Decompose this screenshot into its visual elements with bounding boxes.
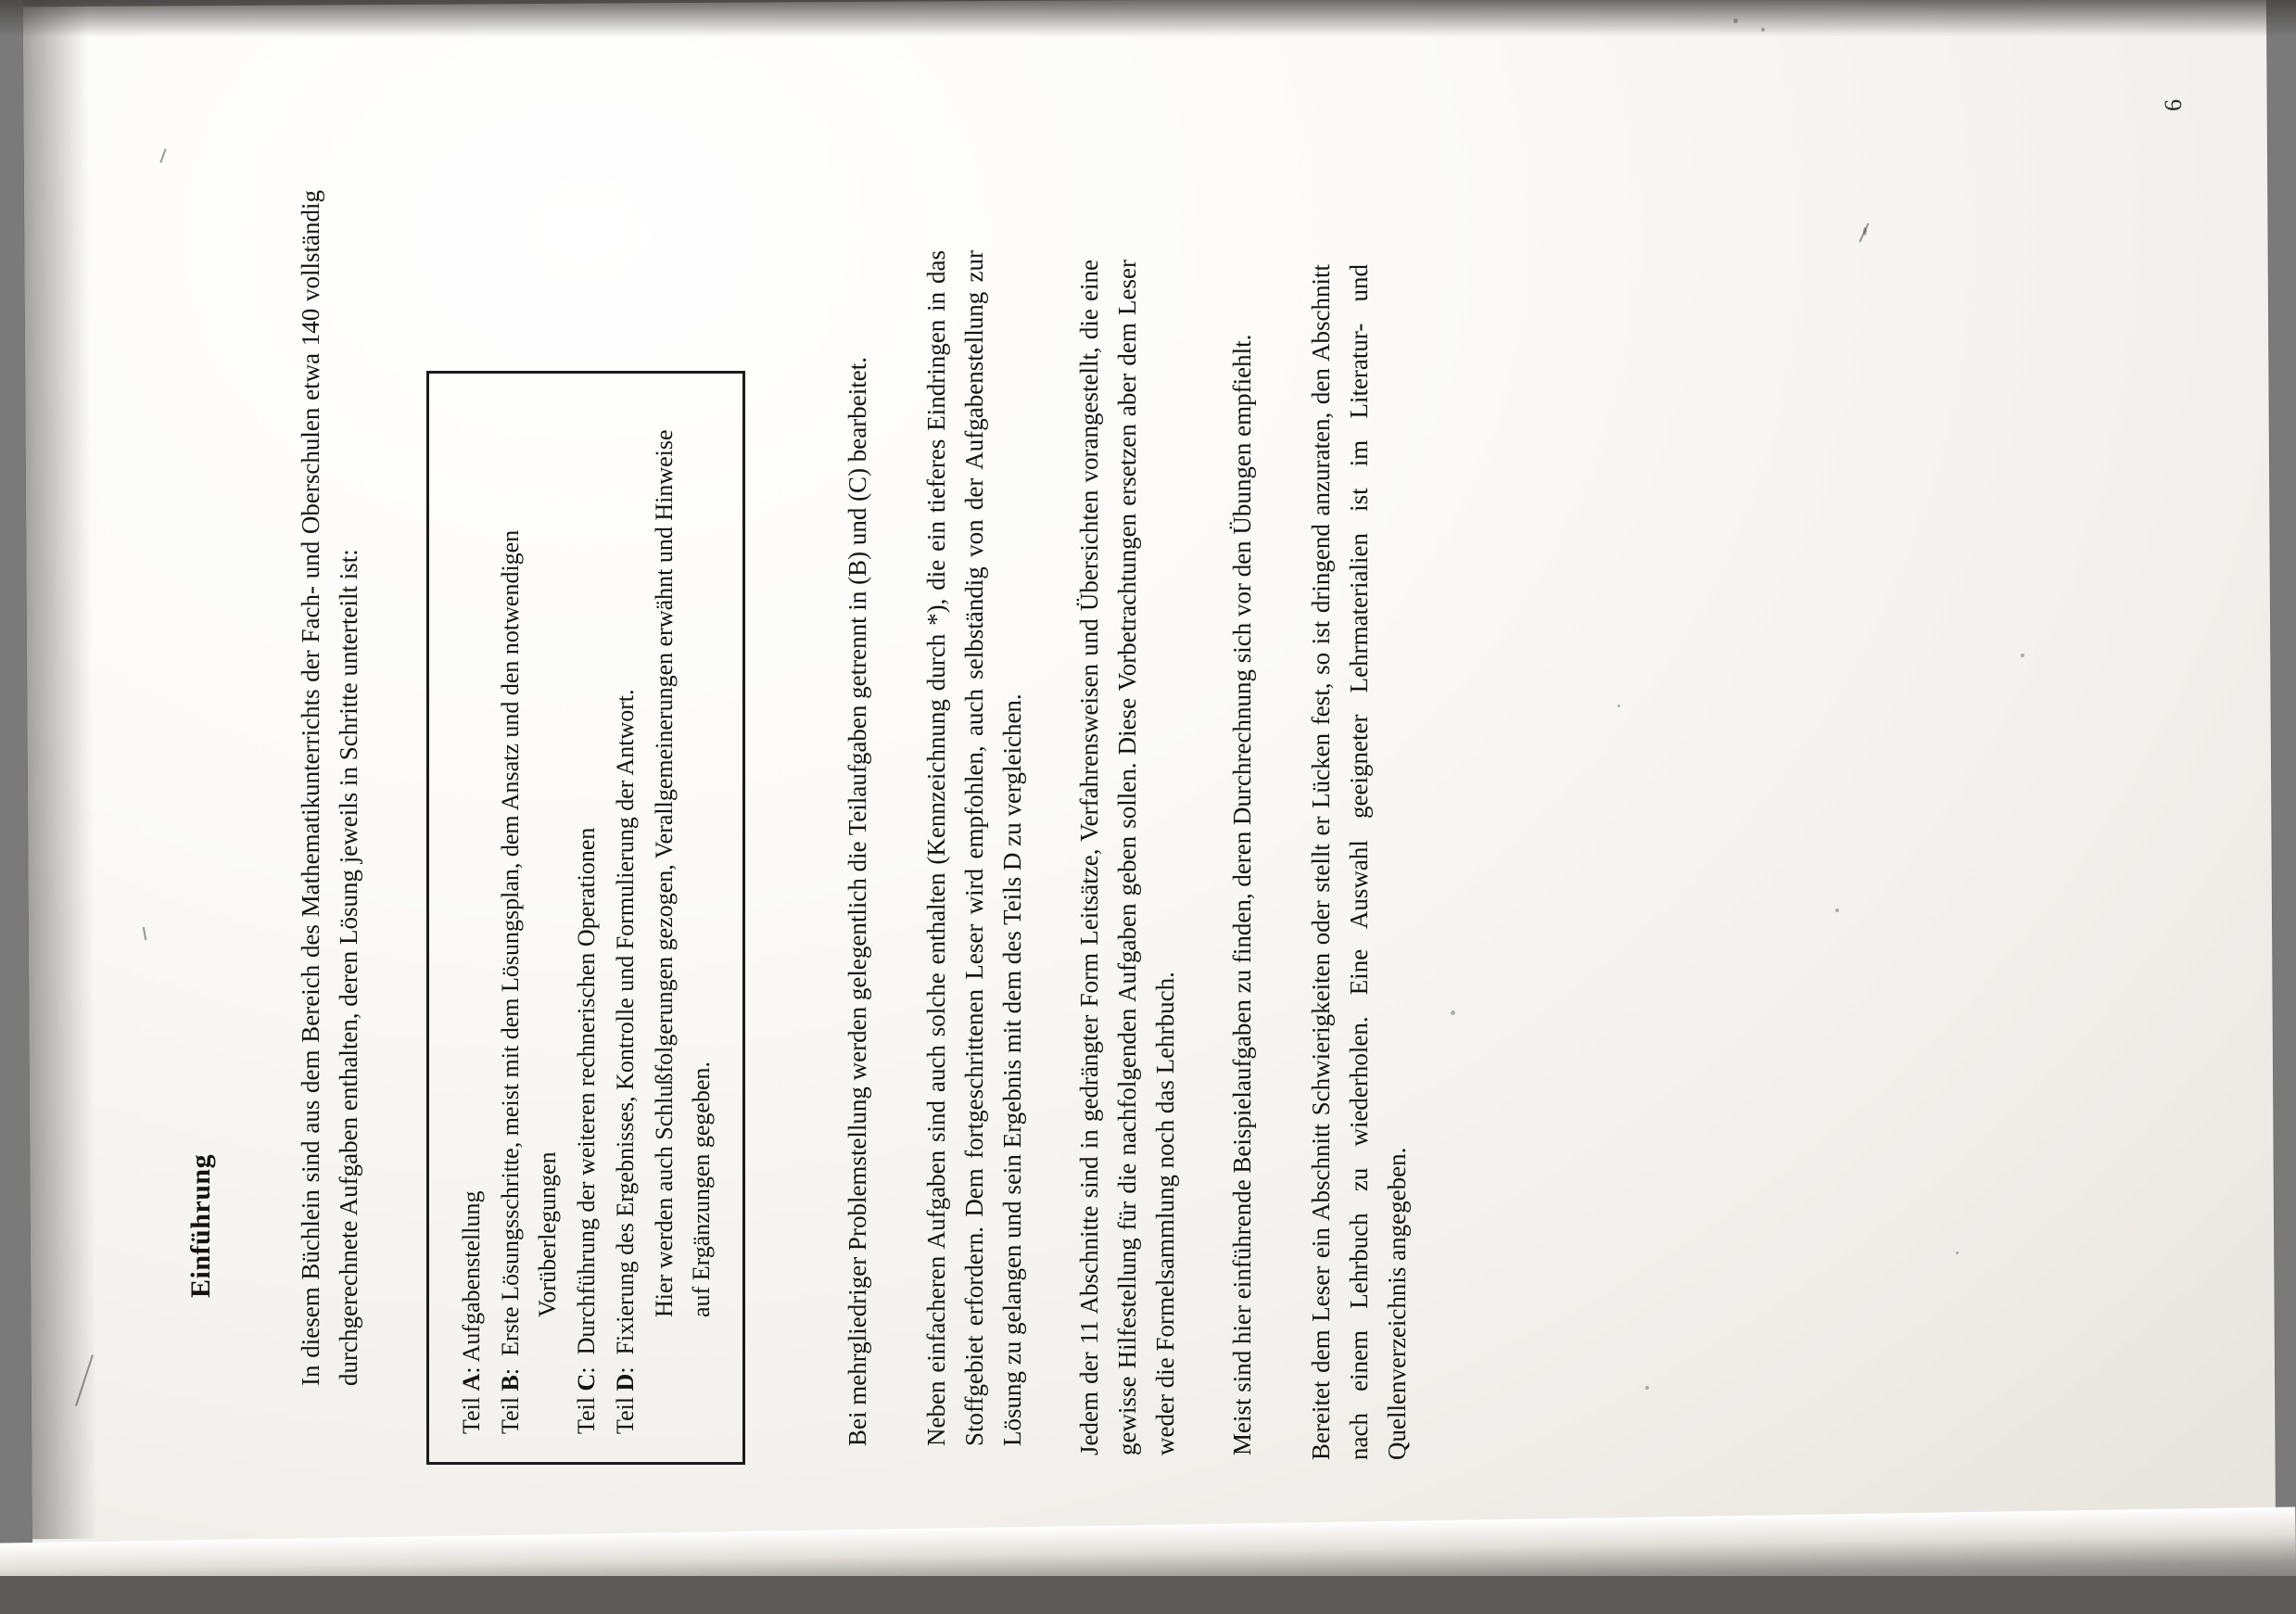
part-text: Fixierung des Ergebnisses, Kontrolle und Formulierung der Antwort.	[612, 689, 639, 1355]
parts-box	[426, 371, 745, 1465]
page-number: 6	[2160, 99, 2187, 111]
part-row	[453, 401, 490, 1434]
page-backdrop	[0, 1576, 2296, 1614]
body-paragraph-2: Neben einfacheren Aufgaben sind auch solche enthalten (Kennzeichnung durch *), die ein tieferes Eindringen in das Stoffgebiet erfordern. Dem fortgeschrittenen Leser wird empfohlen, auch selbständig von der Aufgabenstellung zur Lösung zu gelangen und sein Ergebnis mit dem des Teils D zu vergleichen.	[922, 250, 1026, 1446]
body-paragraph-3: Jedem der 11 Abschnitte sind in gedrängter Form Leitsätze, Verfahrensweisen und Übersichten vorangestellt, die eine gewisse Hilfestellung für die nachfolgenden Aufgaben geben sollen. Diese Vorbetrachtungen ersetzen aber dem Leser weder die Formelsammlung noch das Lehrbuch.	[1075, 260, 1179, 1455]
body-paragraph-1: Bei mehrgliedriger Problemstellung werden gelegentlich die Teilaufgaben getrennt in (B) und (C) bearbeitet.	[844, 357, 871, 1446]
part-label: Teil D:	[612, 1354, 639, 1434]
intro-paragraph: In diesem Büchlein sind aus dem Bereich des Mathematikunterrichts der Fach- und Oberschulen etwa 140 vollständig durchgerechnete Aufgaben enthalten, deren Lösung jeweils in Schritte unterteilt ist:	[297, 190, 362, 1386]
body-paragraph-4: Meist sind hier einführende Beispielaufgaben zu finden, deren Durchrechnung sich vor den Übungen empfiehlt.	[1228, 334, 1256, 1455]
part-row	[492, 401, 566, 1434]
body-paragraph-5: Bereitet dem Leser ein Abschnitt Schwierigkeiten oder stellt er Lücken fest, so ist dringend anzuraten, den Abschnitt nach einem Lehrbuch zu wiederholen. Eine Auswahl geeigneter Lehrmaterialien ist im Literatur- und Quellenverzeichnis angegeben.	[1307, 264, 1411, 1460]
part-label: Teil C:	[573, 1354, 600, 1434]
part-note: Hier werden auch Schlußfolgerungen gezogen, Verallgemeinerungen erwähnt und Hinweise auf Ergänzungen gegeben.	[651, 429, 715, 1317]
part-text: Erste Lösungsschritte, meist mit dem Lösungsplan, dem Ansatz und den notwendigen Vorüberlegungen	[497, 529, 561, 1356]
part-label: Teil A:	[458, 1366, 485, 1434]
part-text: Aufgabenstellung	[458, 1190, 485, 1363]
part-row	[607, 401, 644, 1434]
part-row	[568, 401, 605, 1434]
part-label: Teil B:	[497, 1355, 524, 1434]
page-title: Einführung	[185, 1153, 216, 1298]
part-text: Durchführung der weiteren rechnerischen Operationen	[573, 827, 600, 1355]
